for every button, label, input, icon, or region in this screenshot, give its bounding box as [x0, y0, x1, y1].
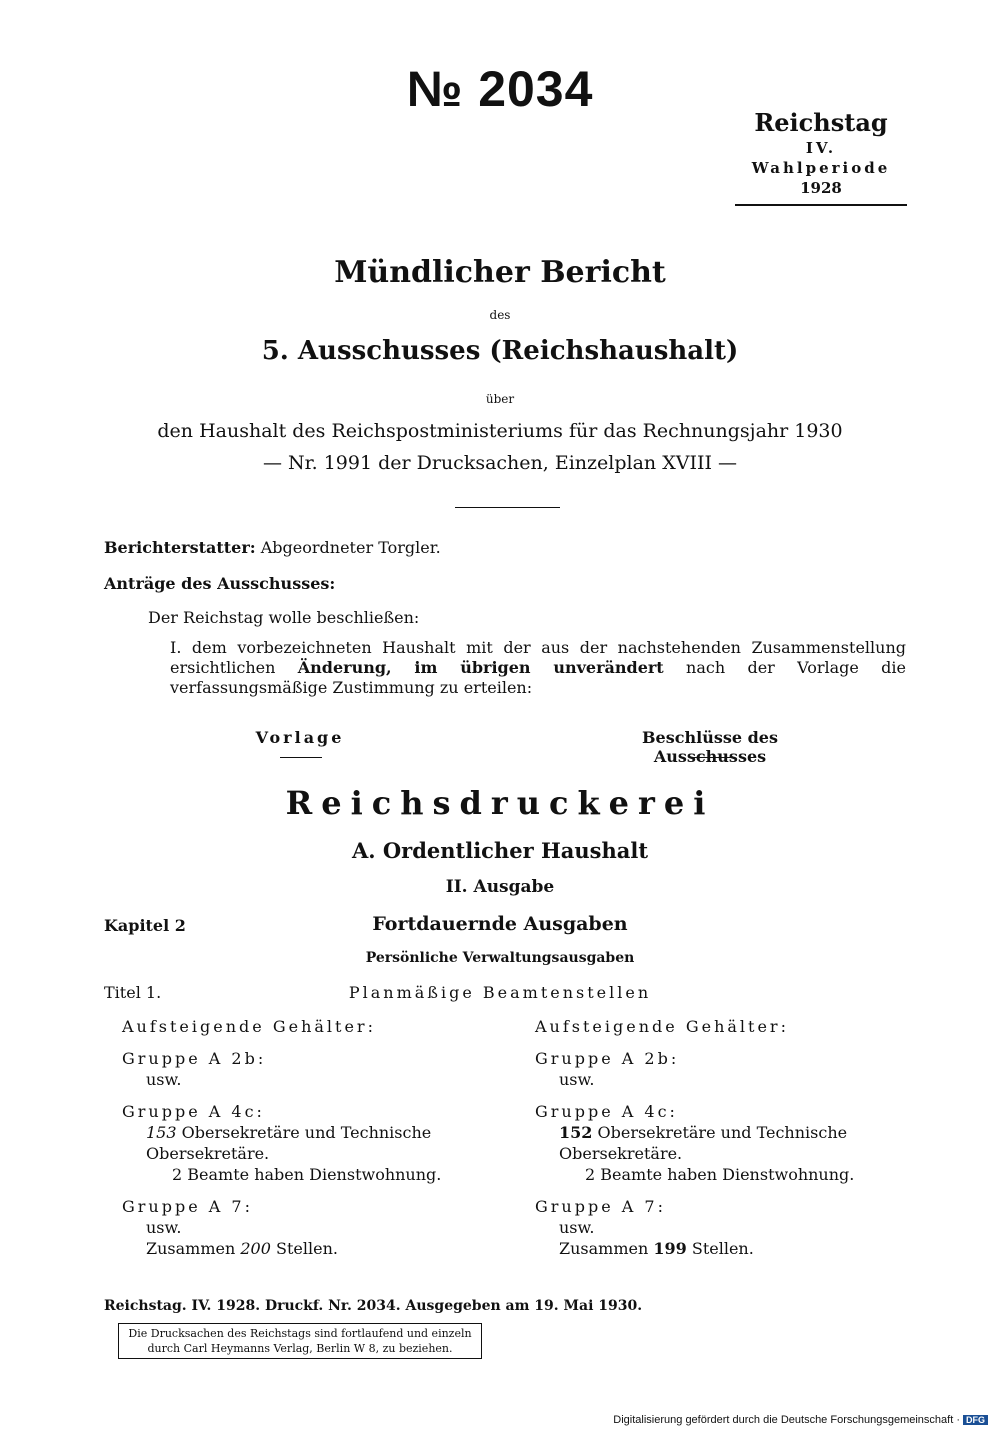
right-total [535, 1238, 915, 1259]
kapitel-label: Kapitel 2 [104, 916, 186, 935]
left-count: 153 [146, 1123, 177, 1142]
left-total-a: Zusammen [146, 1239, 241, 1258]
dfg-logo-icon: DFG [963, 1415, 988, 1425]
section-ordinary-budget: A. Ordentlicher Haushalt [351, 838, 649, 863]
right-total-number: 199 [653, 1239, 687, 1258]
left-gruppe-a4c: Gruppe A 4c: [122, 1102, 265, 1121]
section-title: Reichsdruckerei [285, 784, 715, 822]
left-dienstwohnung: 2 Beamte haben Dienstwohnung. [172, 1165, 442, 1184]
separator-rule [455, 507, 560, 508]
motion-text-bold: Änderung, im übrigen unverändert [297, 658, 664, 677]
committee-title: 5. Ausschusses (Reichshaushalt) [261, 336, 739, 366]
reichstag-box [735, 108, 907, 206]
left-usw-2: usw. [146, 1218, 182, 1237]
distribution-notice [118, 1323, 482, 1359]
left-count-line [122, 1122, 502, 1164]
right-total-a: Zusammen [559, 1239, 654, 1258]
left-total-number: 200 [240, 1239, 271, 1258]
right-count: 152 [559, 1123, 593, 1142]
report-title: Mündlicher Bericht [334, 255, 666, 290]
drucksache-ref: — Nr. 1991 der Drucksachen, Einzelplan XVIII — [262, 452, 738, 474]
section-personal: Persönliche Verwaltungsausgaben [365, 950, 635, 966]
title-ueber: über [485, 392, 515, 406]
motion-item-1 [170, 638, 906, 698]
year-label: 1928 [800, 179, 842, 197]
left-total-b: Stellen. [270, 1239, 338, 1258]
right-total-b: Stellen. [686, 1239, 754, 1258]
right-gruppe-a7: Gruppe A 7: [535, 1197, 666, 1216]
column-head-vorlage: Vorlage [255, 728, 345, 747]
budget-subject: den Haushalt des Reichspostministeriums für das Rechnungsjahr 1930 [157, 420, 843, 442]
dfg-credit-text: Digitalisierung gefördert durch die Deutsche Forschungsgemeinschaft [613, 1414, 954, 1426]
rapporteur-line [104, 538, 441, 557]
left-usw-1: usw. [146, 1070, 182, 1089]
left-count-text: Obersekretäre und Technische Obersekretäre. [146, 1123, 432, 1163]
dfg-credit: Digitalisierung gefördert durch die Deutsche Forschungsgemeinschaft · DFG [613, 1414, 988, 1426]
right-dienstwohnung: 2 Beamte haben Dienstwohnung. [585, 1165, 855, 1184]
right-gruppe-a4c: Gruppe A 4c: [535, 1102, 678, 1121]
notice-line-1: Die Drucksachen des Reichstags sind fortlaufend und einzeln [128, 1327, 472, 1340]
motions-label: Anträge des Ausschusses: [104, 574, 336, 593]
left-gruppe-a2b: Gruppe A 2b: [122, 1049, 267, 1068]
column-rule-left [280, 757, 322, 758]
titel-label: Titel 1. [104, 983, 162, 1002]
column-rule-right [690, 757, 732, 758]
titel-description: Planmäßige Beamtenstellen [348, 983, 652, 1002]
column-right [535, 1016, 915, 1259]
motion-text-a: I. dem vorbezeichneten Haushalt mit der aus der nachstehenden Zusammenstellung ersichtlichen [170, 638, 906, 677]
column-head-beschluesse: Beschlüsse des Ausschusses [642, 728, 778, 766]
right-gruppe-a2b: Gruppe A 2b: [535, 1049, 680, 1068]
left-total [122, 1238, 502, 1259]
right-count-text: Obersekretäre und Technische Obersekretäre. [559, 1123, 848, 1163]
right-usw-1: usw. [559, 1070, 595, 1089]
column-left [122, 1016, 502, 1259]
notice-line-2: durch Carl Heymanns Verlag, Berlin W 8, zu beziehen. [147, 1342, 453, 1355]
reichstag-rule [735, 204, 907, 206]
document-number: № 2034 [406, 61, 594, 117]
right-gehaelter: Aufsteigende Gehälter: [535, 1017, 789, 1036]
motion-text-c: nach der Vorlage die verfassungsmäßige Zustimmung zu erteilen: [170, 658, 906, 697]
title-des: des [489, 308, 511, 322]
motion-intro: Der Reichstag wolle beschließen: [148, 608, 420, 627]
section-expenditure: II. Ausgabe [445, 877, 555, 897]
rapporteur-name: Abgeordneter Torgler. [260, 538, 441, 557]
imprint-line: Reichstag. IV. 1928. Druckf. Nr. 2034. Ausgegeben am 19. Mai 1930. [104, 1298, 643, 1314]
right-count-line [535, 1122, 915, 1164]
reichstag-label: Reichstag [754, 108, 888, 137]
left-gehaelter: Aufsteigende Gehälter: [122, 1017, 376, 1036]
period-label: IV. Wahlperiode [751, 139, 891, 177]
section-ongoing: Fortdauernde Ausgaben [372, 913, 628, 935]
rapporteur-label: Berichterstatter: [104, 538, 256, 557]
left-gruppe-a7: Gruppe A 7: [122, 1197, 253, 1216]
right-usw-2: usw. [559, 1218, 595, 1237]
